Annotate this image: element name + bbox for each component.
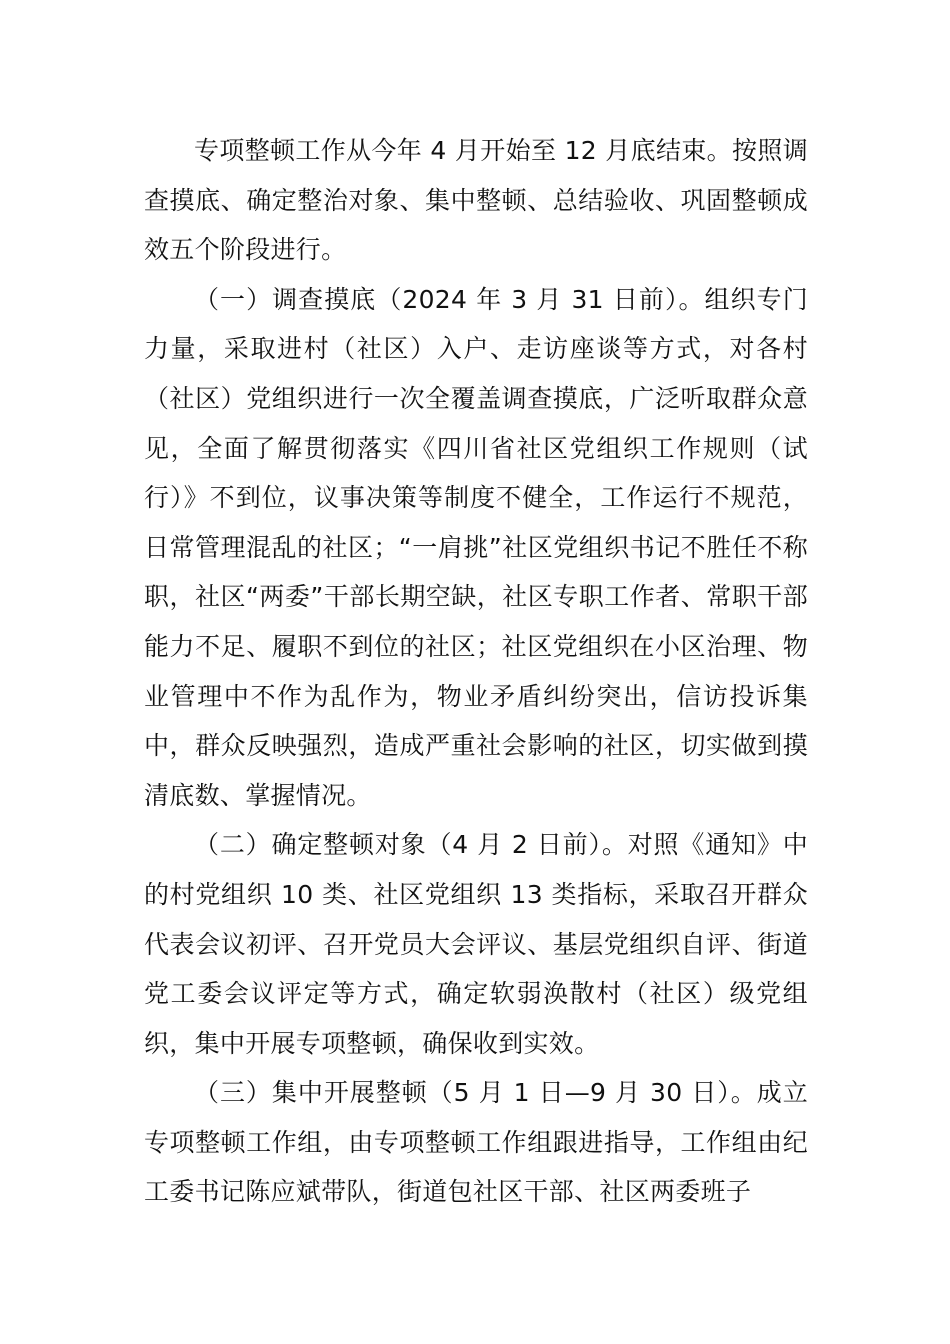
paragraph-targets: （二）确定整顿对象（4 月 2 日前）。对照《通知》中的村党组织 10 类、社区党组织 13 类指标，采取召开群众代表会议初评、召开党员大会评议、基层党组织自评、街道党工委会议评定等方式，确定软弱涣散村（社区）级党组织，集中开展专项整顿，确保收到实效。 xyxy=(144,830,808,1058)
paragraph-survey: （一）调查摸底（2024 年 3 月 31 日前）。组织专门力量，采取进村（社区）入户、走访座谈等方式，对各村（社区）党组织进行一次全覆盖调查摸底，广泛听取群众意见，全面了解贯彻落实《四川省社区党组织工作规则（试行）》不到位，议事决策等制度不健全，工作运行不规范，日常管理混乱的社区；“一肩挑”社区党组织书记不胜任不称职，社区“两委”干部长期空缺，社区专职工作者、常职干部能力不足、履职不到位的社区；社区党组织在小区治理、物业管理中不作为乱作为，物业矛盾纠纷突出，信访投诉集中，群众反映强烈，造成严重社会影响的社区，切实做到摸清底数、掌握情况。 xyxy=(144,284,808,810)
document-body xyxy=(144,126,808,1217)
paragraph-intro: 专项整顿工作从今年 4 月开始至 12 月底结束。按照调查摸底、确定整治对象、集中整顿、总结验收、巩固整顿成效五个阶段进行。 xyxy=(144,136,808,265)
paragraph-rectification: （三）集中开展整顿（5 月 1 日—9 月 30 日）。成立专项整顿工作组，由专项整顿工作组跟进指导，工作组由纪工委书记陈应斌带队，街道包社区干部、社区两委班子 xyxy=(144,1078,808,1207)
